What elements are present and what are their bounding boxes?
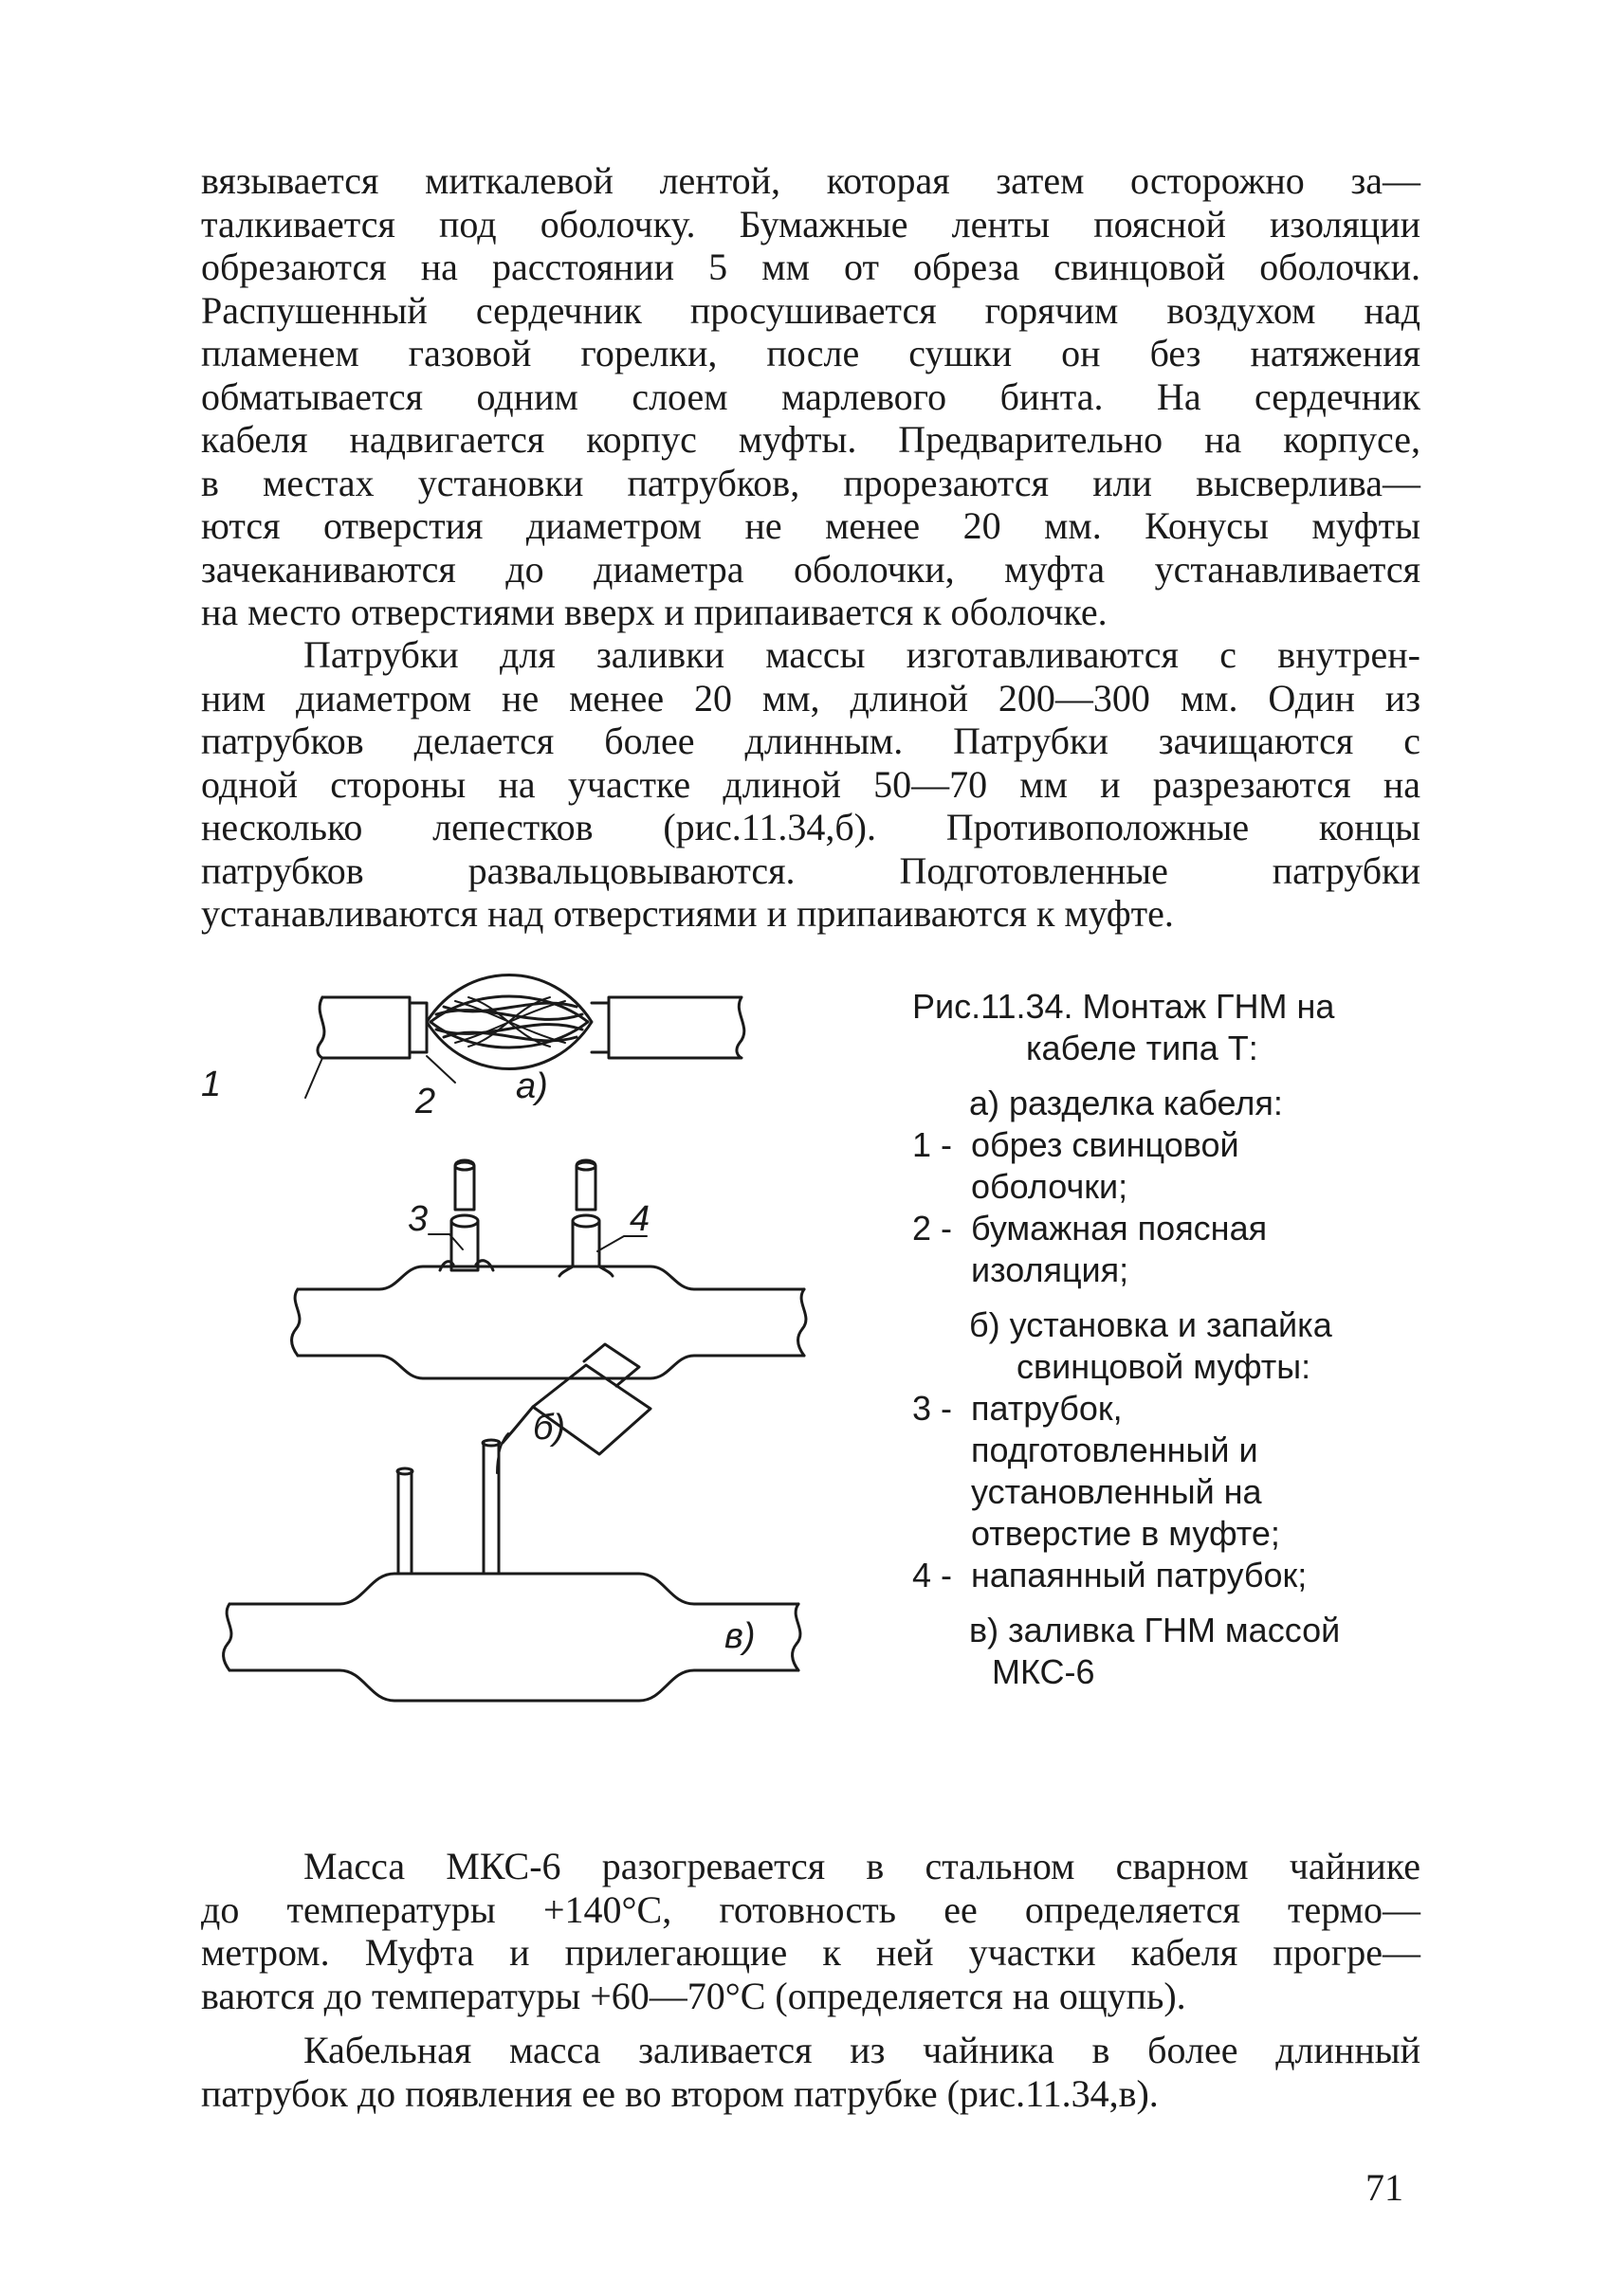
caption-section-b: б) установка и запайка — [969, 1305, 1332, 1344]
label-part-a: а) — [516, 1066, 548, 1106]
compound-pouring-drawing — [224, 1344, 800, 1701]
label-part-v: в) — [724, 1616, 756, 1656]
caption-section-b-continued: свинцовой муфты: — [1017, 1347, 1311, 1386]
text-line: ваются до температуры +60—70°С (определяется на ощупь). — [201, 1974, 1186, 2017]
caption-section-v-continued: МКС-6 — [992, 1652, 1095, 1691]
caption-item-number: 4 - — [912, 1556, 953, 1594]
figure-caption — [912, 986, 1424, 1693]
label-3: 3 — [408, 1199, 429, 1239]
page-number: 71 — [1365, 2166, 1403, 2209]
paragraph-4 — [201, 2029, 1420, 2115]
text-line: обматывается одним слоем марлевого бинта. На сердечник — [201, 374, 1420, 418]
sleeve-installation-drawing — [292, 1160, 806, 1378]
text-line: патрубков делается более длинным. Патрубки зачищаются с — [201, 720, 1420, 762]
caption-item-text: патрубок, — [971, 1389, 1123, 1428]
caption-item-text: подготовленный и — [971, 1430, 1258, 1469]
caption-item-number: 1 - — [912, 1125, 953, 1164]
label-4: 4 — [630, 1199, 650, 1239]
paragraph-1 — [201, 159, 1420, 634]
caption-item-text: обрез свинцовой — [971, 1125, 1239, 1164]
figure-11-34 — [201, 965, 808, 1818]
text-line: талкивается под оболочку. Бумажные ленты поясной изоляции — [201, 202, 1420, 246]
caption-item-3 — [912, 1388, 1424, 1555]
paragraph-2 — [201, 633, 1420, 936]
text-line: патрубков развальцовываются. Подготовленные патрубки — [201, 848, 1420, 892]
caption-item-2 — [912, 1208, 1424, 1291]
text-line: зачеканиваются до диаметра оболочки, муфта устанавливается — [201, 547, 1420, 591]
text-line: метром. Муфта и прилегающие к ней участки кабеля прогре— — [201, 1931, 1420, 1974]
text-line: Кабельная масса заливается из чайника в более длинный — [303, 2029, 1420, 2071]
label-part-b: б) — [533, 1408, 566, 1448]
caption-section-v: в) заливка ГНМ массой — [969, 1611, 1341, 1649]
text-line: кабеля надвигается корпус муфты. Предварительно на корпусе, — [201, 418, 1420, 461]
caption-item-text: бумажная поясная — [971, 1209, 1268, 1248]
caption-item-text: отверстие в муфте; — [971, 1514, 1280, 1553]
caption-item-number: 3 - — [912, 1389, 953, 1428]
text-line: ним диаметром не менее 20 мм, длиной 200—300 мм. Один из — [201, 676, 1420, 720]
text-line: пламенем газовой горелки, после сушки он без натяжения — [201, 332, 1420, 374]
text-line: устанавливаются над отверстиями и припаиваются к муфте. — [201, 892, 1174, 935]
text-line: патрубок до появления ее во втором патрубке (рис.11.34,в). — [201, 2071, 1159, 2115]
caption-item-text: установленный на — [971, 1472, 1262, 1511]
text-line: одной стороны на участке длиной 50—70 мм и разрезаются на — [201, 762, 1420, 806]
text-line: ются отверстия диаметром не менее 20 мм. Конусы муфты — [201, 504, 1420, 547]
text-line: Распушенный сердечник просушивается горячим воздухом над — [201, 288, 1420, 332]
caption-title: Рис.11.34. Монтаж ГНМ на — [912, 987, 1335, 1026]
caption-item-text: оболочки; — [971, 1167, 1128, 1206]
caption-item-text: изоляция; — [971, 1250, 1129, 1289]
caption-section-a: а) разделка кабеля: — [969, 1084, 1283, 1122]
caption-item-text: напаянный патрубок; — [971, 1556, 1308, 1594]
caption-item-1 — [912, 1124, 1424, 1208]
text-line: несколько лепестков (рис.11.34,б). Противоположные концы — [201, 806, 1420, 848]
text-line: Патрубки для заливки массы изготавливаются с внутрен- — [303, 633, 1420, 676]
caption-item-number: 2 - — [912, 1209, 953, 1248]
text-line: на место отверстиями вверх и припаивается к оболочке. — [201, 591, 1108, 633]
label-2: 2 — [415, 1082, 436, 1121]
caption-title-continued: кабеле типа Т: — [1026, 1029, 1258, 1067]
paragraph-3 — [201, 1845, 1420, 2017]
text-line: Масса МКС-6 разогревается в стальном сварном чайнике — [303, 1845, 1420, 1887]
text-line: до температуры +140°С, готовность ее определяется термо— — [201, 1887, 1420, 1931]
text-line: в местах установки патрубков, прорезаются или высверлива— — [201, 461, 1420, 504]
label-1: 1 — [201, 1065, 222, 1104]
cable-mounting-illustration — [201, 965, 808, 1818]
text-line: вязывается миткалевой лентой, которая затем осторожно за— — [201, 159, 1420, 202]
caption-item-4 — [912, 1555, 1424, 1596]
text-line: обрезаются на расстоянии 5 мм от обреза свинцовой оболочки. — [201, 246, 1420, 288]
